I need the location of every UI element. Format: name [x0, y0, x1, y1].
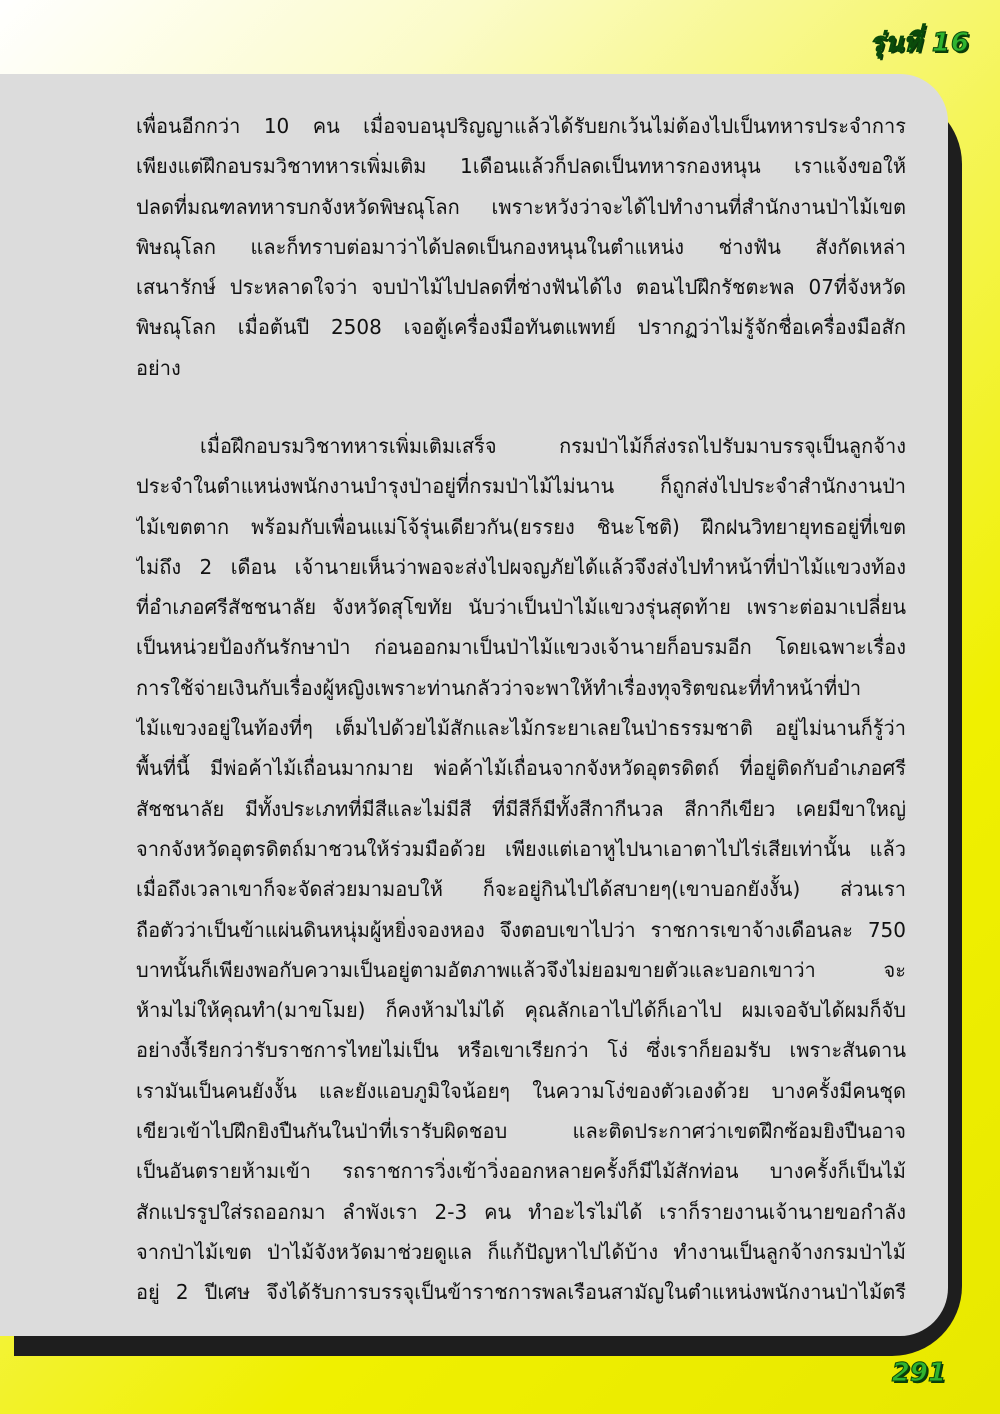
- text-line: เป็นอันตรายห้ามเข้า รถราชการวิ่งเข้าวิ่งออกหลายครั้งก็มีไม้สักท่อน บางครั้งก็เป็นไม้: [136, 1159, 906, 1184]
- text-line: ประจำในตำแหน่งพนักงานบำรุงป่าอยู่ที่กรมป่าไม้ไม่นาน ก็ถูกส่งไปประจำสำนักงานป่า: [136, 474, 906, 499]
- text-line: สักแปรรูปใส่รถออกมา ลำพังเรา 2-3 คน ทำอะไรไม่ได้ เราก็รายงานเจ้านายขอกำลัง: [136, 1199, 906, 1224]
- paragraph-1: [136, 106, 906, 388]
- text-line: จากจังหวัดอุตรดิตถ์มาชวนให้ร่วมมือด้วย เพียงแต่เอาหูไปนาเอาตาไปไร่เสียเท่านั้น แล้ว: [136, 836, 906, 861]
- text-line: เสนารักษ์ ประหลาดใจว่า จบป่าไม้ไปปลดที่ช่างฟันได้ไง ตอนไปฝึกรัชตะพล 07ที่จังหวัด: [136, 275, 906, 300]
- text-line: เพียงแต่ฝึกอบรมวิชาทหารเพิ่มเติม 1เดือนแล้วก็ปลดเป็นทหารกองหนุน เราแจ้งขอให้: [136, 154, 906, 179]
- text-line: จากป่าไม้เขต ป่าไม้จังหวัดมาช่วยดูแล ก็แก้ปัญหาไปได้บ้าง ทำงานเป็นลูกจ้างกรมป่าไม้: [136, 1239, 906, 1264]
- text-line: เมื่อฝึกอบรมวิชาทหารเพิ่มเติมเสร็จ กรมป่าไม้ก็ส่งรถไปรับมาบรรจุเป็นลูกจ้าง: [200, 434, 906, 458]
- text-line: อยู่ 2 ปีเศษ จึงได้รับการบรรจุเป็นข้าราชการพลเรือนสามัญในตำแหน่งพนักงานป่าไม้ตรี: [136, 1280, 906, 1305]
- text-line: เมื่อถึงเวลาเขาก็จะจัดส่วยมามอบให้ ก็จะอยู่กินไปได้สบายๆ(เขาบอกยังงั้น) ส่วนเรา: [136, 877, 906, 902]
- text-line: ไม่ถึง 2 เดือน เจ้านายเห็นว่าพอจะส่งไปผจญภัยได้แล้วจึงส่งไปทำหน้าที่ป่าไม้แขวงท้อง: [136, 554, 906, 579]
- page-number: 291: [891, 1358, 946, 1388]
- text-line: การใช้จ่ายเงินกับเรื่องผู้หญิงเพราะท่านกลัวว่าจะพาให้ทำเรื่องทุจริตขณะที่ทำหน้าที่ป่า: [136, 675, 862, 700]
- text-line: พิษณุโลก และก็ทราบต่อมาว่าได้ปลดเป็นกองหนุนในตำแหน่ง ช่างฟัน สังกัดเหล่า: [136, 234, 906, 259]
- text-line: เรามันเป็นคนยังงั้น และยังแอบภูมิใจน้อยๆ ในความโง่ของตัวเองด้วย บางครั้งมีคนชุด: [136, 1078, 906, 1103]
- text-line: ที่อำเภอศรีสัชชนาลัย จังหวัดสุโขทัย นับว่าเป็นป่าไม้แขวงรุ่นสุดท้าย เพราะต่อมาเปลี่ยน: [136, 595, 906, 620]
- text-line: เป็นหน่วยป้องกันรักษาป่า ก่อนออกมาเป็นป่าไม้แขวงเจ้านายก็อบรมอีก โดยเฉพาะเรื่อง: [136, 635, 906, 660]
- text-line: ถือตัวว่าเป็นข้าแผ่นดินหนุ่มผู้หยิ่งจองหอง จึงตอบเขาไปว่า ราชการเขาจ้างเดือนละ 750: [136, 917, 906, 942]
- text-line: สัชชนาลัย มีทั้งประเภทที่มีสีและไม่มีสี ที่มีสีก็มีทั้งสีกากีนวล สีกากีเขียว เคยมีขาใหญ่: [136, 796, 906, 821]
- paragraph-2: [136, 426, 906, 1313]
- header-label: รุ่นที่ 16: [869, 28, 970, 58]
- text-line: อย่างงี้เรียกว่ารับราชการไทยไม่เป็น หรือเขาเรียกว่า โง่ ซึ่งเราก็ยอมรับ เพราะสันดาน: [136, 1038, 906, 1063]
- text-line: เพื่อนอีกกว่า 10 คน เมื่อจบอนุปริญญาแล้วได้รับยกเว้นไม่ต้องไปเป็นทหารประจำการ: [136, 114, 906, 138]
- text-line: ปลดที่มณฑลทหารบกจังหวัดพิษณุโลก เพราะหวังว่าจะได้ไปทำงานที่สำนักงานป่าไม้เขต: [136, 194, 906, 219]
- text-line: พิษณุโลก เมื่อต้นปี 2508 เจอตู้เครื่องมือทันตแพทย์ ปรากฏว่าไม่รู้จักชื่อเครื่องมือสัก: [136, 315, 906, 340]
- text-line: ไม้เขตตาก พร้อมกับเพื่อนแม่โจ้รุ่นเดียวกัน(ยรรยง ชินะโชติ) ฝึกฝนวิทยายุทธอยู่ที่เขต: [136, 514, 906, 539]
- text-line: อย่าง: [136, 355, 181, 380]
- text-line: ห้ามไม่ให้คุณทำ(มาขโมย) ก็คงห้ามไม่ได้ คุณลักเอาไปได้ก็เอาไป ผมเจอจับได้ผมก็จับ: [136, 998, 906, 1023]
- text-line: บาทนั้นก็เพียงพอกับความเป็นอยู่ตามอัตภาพแล้วจึงไม่ยอมขายตัวและบอกเขาว่า จะ: [136, 957, 906, 982]
- text-line: ไม้แขวงอยู่ในท้องที่ๆ เต็มไปด้วยไม้สักและไม้กระยาเลยในป่าธรรมชาติ อยู่ไม่นานก็รู้ว่า: [136, 716, 906, 741]
- text-line: เขียวเข้าไปฝึกยิงปืนกันในป่าที่เรารับผิดชอบ และติดประกาศว่าเขตฝึกซ้อมยิงปืนอาจ: [136, 1119, 906, 1144]
- text-line: พื้นที่นี้ มีพ่อค้าไม้เถื่อนมากมาย พ่อค้าไม้เถื่อนจากจังหวัดอุตรดิตถ์ ที่อยู่ติดกับอำเภอศรี: [136, 756, 906, 781]
